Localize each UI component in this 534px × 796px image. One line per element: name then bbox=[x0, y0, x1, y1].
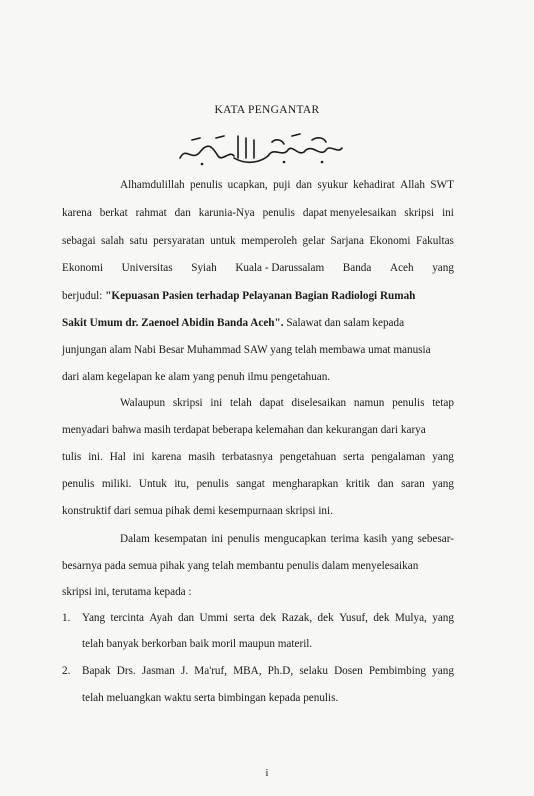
paragraph-line: Walaupun skripsi ini telah dapat diselesaikan namun penulis tetap bbox=[120, 397, 454, 409]
page-number: i bbox=[265, 768, 269, 779]
thesis-title-part2: Sakit Umum dr. Zaenoel Abidin Banda Aceh". bbox=[62, 317, 284, 329]
list-item-line: Yang tercinta Ayah dan Ummi serta dek Razak, dek Yusuf, dek Mulya, yang bbox=[82, 612, 454, 624]
list-number: 1. bbox=[62, 612, 71, 624]
paragraph-line: tulis ini. Hal ini karena masih terbatasnya pengetahuan serta pengalaman yang bbox=[62, 451, 454, 463]
page-title: KATA PENGANTAR bbox=[214, 104, 320, 116]
thesis-title-part1: "Kepuasan Pasien terhadap Pelayanan Bagian Radiologi Rumah bbox=[105, 290, 416, 302]
paragraph-line: Dalam kesempatan ini penulis mengucapkan terima kasih yang sebesar- bbox=[120, 533, 454, 545]
basmalah-calligraphy-icon bbox=[172, 128, 350, 170]
paragraph-line: dari alam kegelapan ke alam yang penuh ilmu pengetahuan. bbox=[62, 371, 331, 383]
paragraph-line: junjungan alam Nabi Besar Muhammad SAW yang telah membawa umat manusia bbox=[62, 344, 431, 356]
paragraph-line: menyadari bahwa masih terdapat beberapa kelemahan dan kekurangan dari karya bbox=[62, 424, 426, 436]
paragraph-line: karena berkat rahmat dan karunia-Nya penulis dapat menyelesaikan skripsi ini bbox=[62, 207, 454, 219]
paragraph-line: Alhamdulillah penulis ucapkan, puji dan syukur kehadirat Allah SWT bbox=[120, 179, 454, 191]
list-item-line: Bapak Drs. Jasman J. Ma'ruf, MBA, Ph.D, selaku Dosen Pembimbing yang bbox=[82, 665, 454, 677]
paragraph-line: sebagai salah satu persyaratan untuk memperoleh gelar Sarjana Ekonomi Fakultas bbox=[62, 235, 454, 247]
paragraph-line: besarnya pada semua pihak yang telah membantu penulis dalam menyelesaikan bbox=[62, 560, 419, 572]
list-item-line: telah banyak berkorban baik moril maupun materil. bbox=[82, 638, 313, 650]
paragraph-line-title: berjudul: "Kepuasan Pasien terhadap Pelayanan Bagian Radiologi Rumah bbox=[62, 290, 416, 302]
list-number: 2. bbox=[62, 665, 71, 677]
paragraph-line-title: Sakit Umum dr. Zaenoel Abidin Banda Aceh". Salawat dan salam kepada bbox=[62, 317, 405, 329]
paragraph-line: skripsi ini, terutama kepada : bbox=[62, 586, 192, 598]
paragraph-line: Ekonomi Universitas Syiah Kuala - Darussalam Banda Aceh yang bbox=[62, 262, 454, 274]
list-item-line: telah meluangkan waktu serta bimbingan kepada penulis. bbox=[82, 692, 339, 704]
paragraph-line: konstruktif dari semua pihak demi kesempurnaan skripsi ini. bbox=[62, 505, 333, 517]
paragraph-line: penulis miliki. Untuk itu, penulis sangat mengharapkan kritik dan saran yang bbox=[62, 478, 454, 490]
